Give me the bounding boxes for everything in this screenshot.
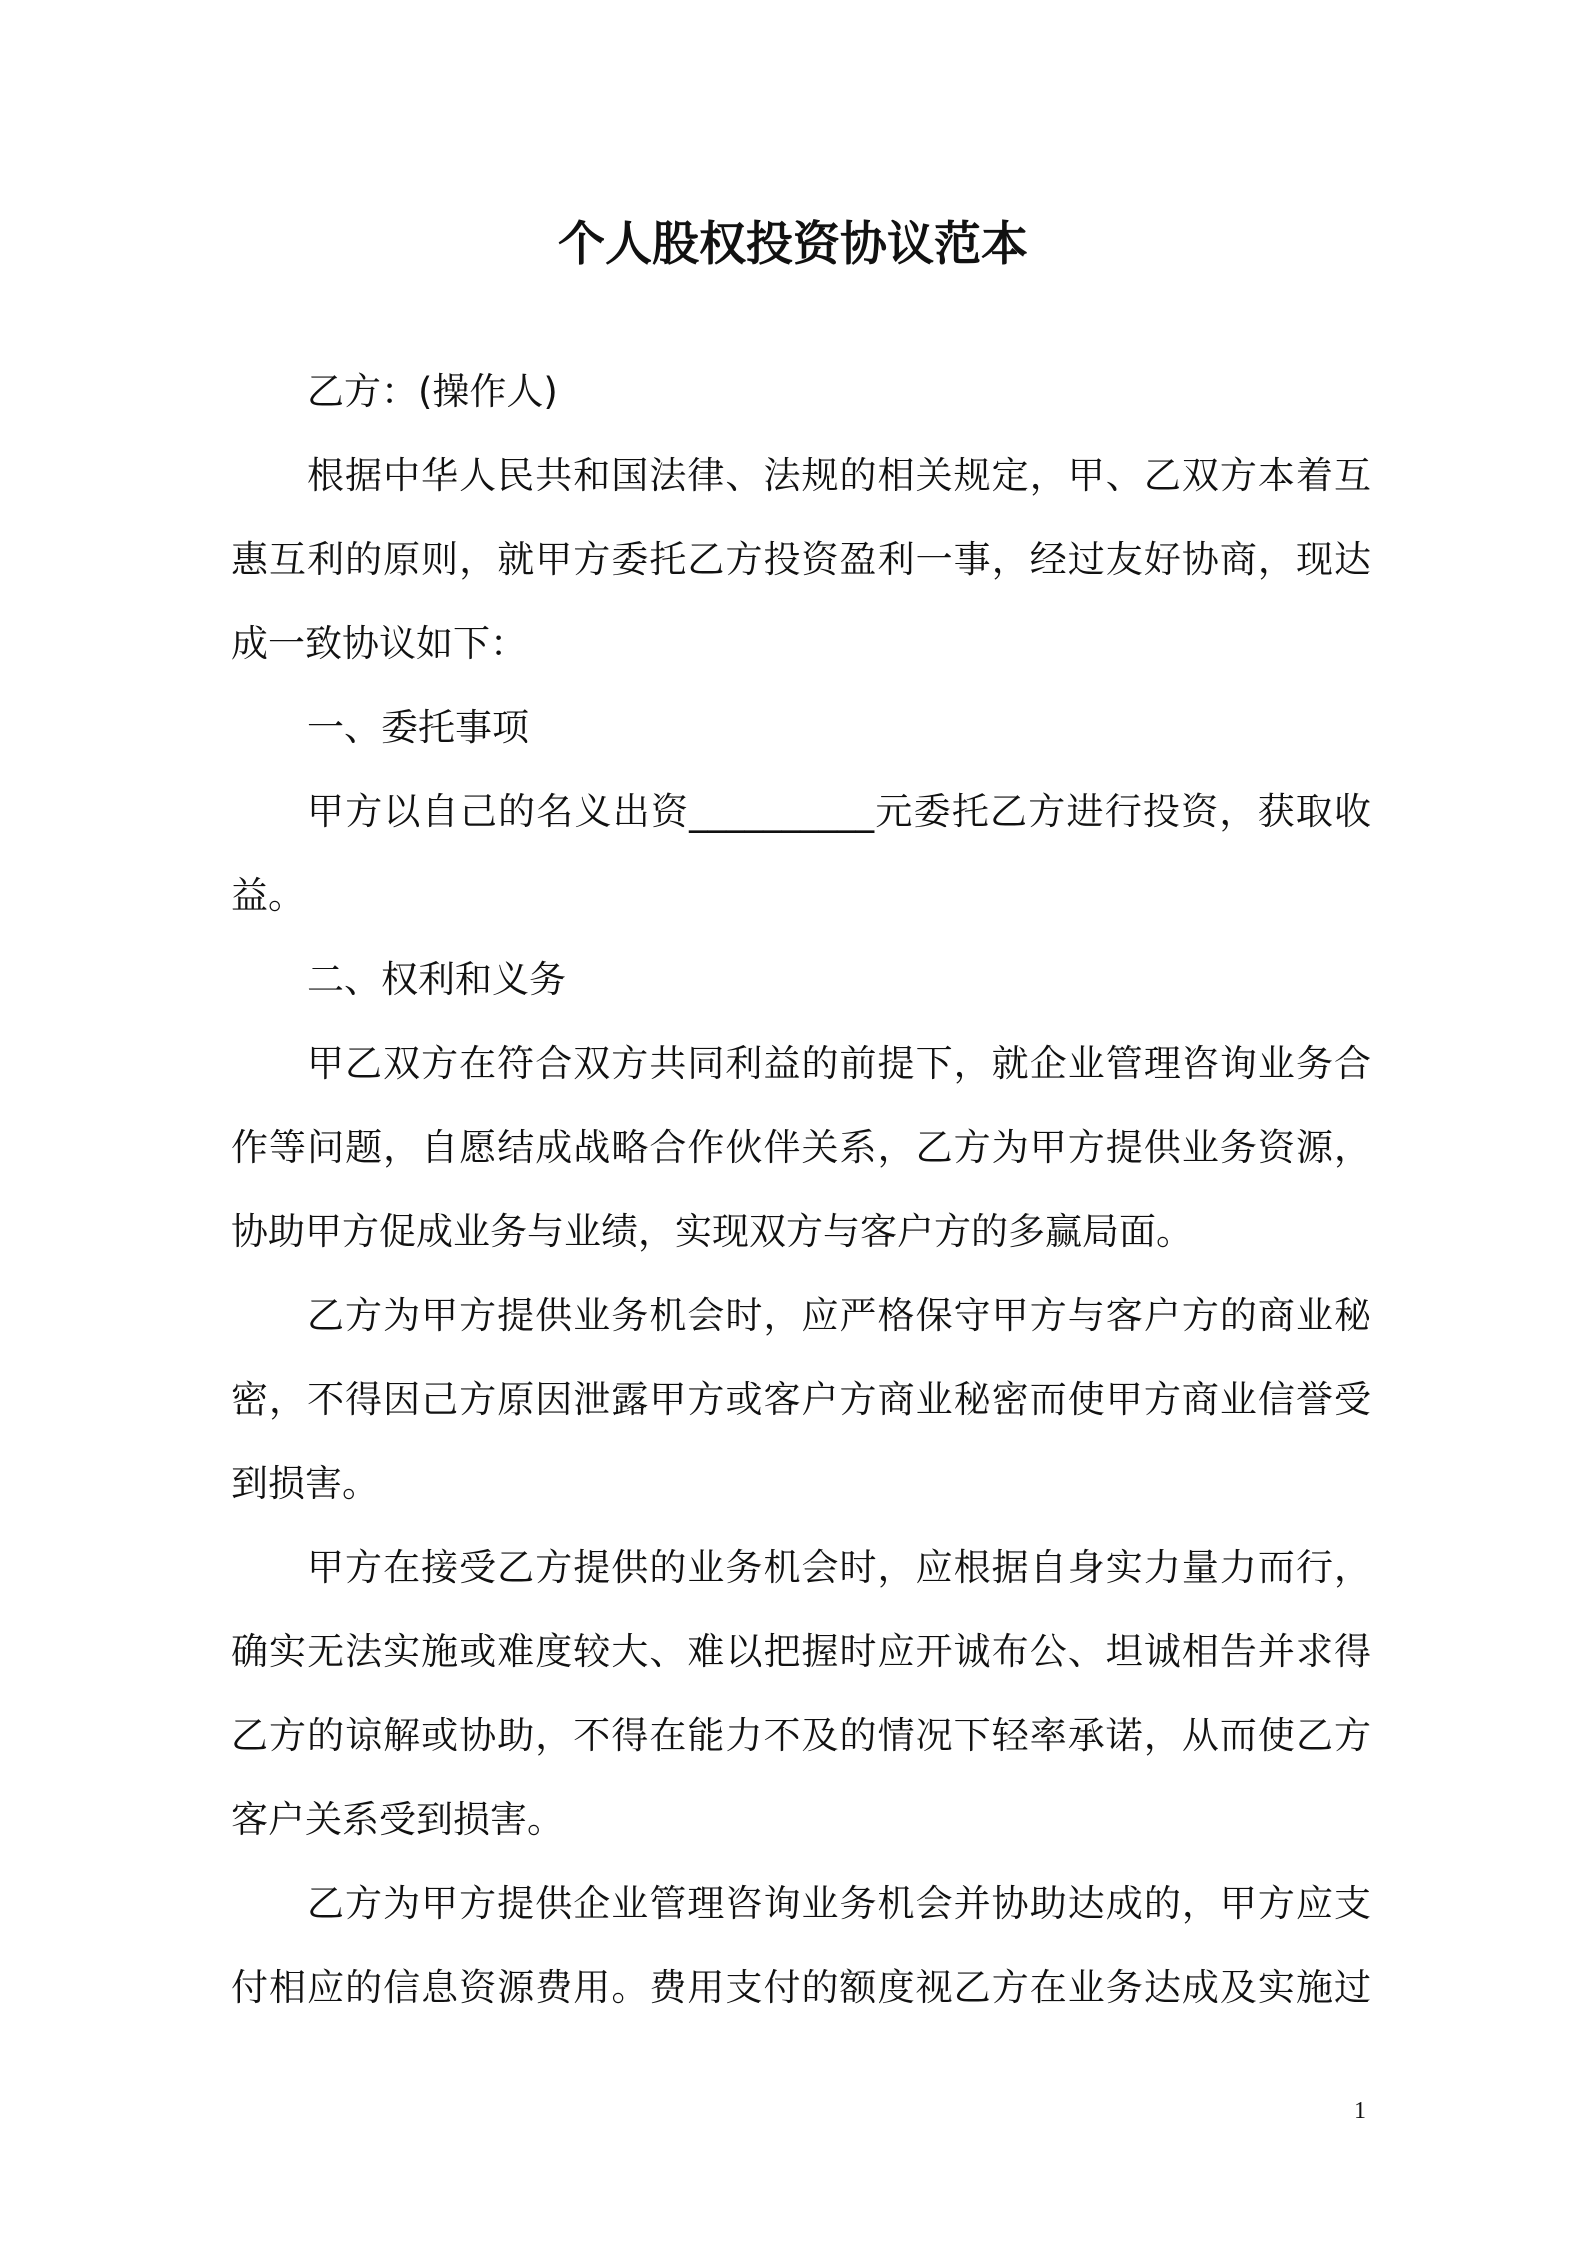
text-line: 确实无法实施或难度较大、难以把握时应开诚布公、坦诚相告并求得 [231,1630,1371,1673]
text-line: 到损害。 [231,1462,379,1505]
text-line: 协助甲方促成业务与业绩，实现双方与客户方的多赢局面。 [231,1210,1193,1253]
text-line: 乙方为甲方提供业务机会时，应严格保守甲方与客户方的商业秘 [307,1294,1371,1337]
text-line: 二、权利和义务 [307,958,566,1001]
text-line: 客户关系受到损害。 [231,1798,564,1841]
page-number: 1 [1354,2098,1366,2124]
text-line: 作等问题，自愿结成战略合作伙伴关系，乙方为甲方提供业务资源， [231,1126,1371,1169]
text-line: 根据中华人民共和国法律、法规的相关规定，甲、乙双方本着互 [307,454,1371,497]
document-body [231,350,1371,2030]
text-line: 惠互利的原则，就甲方委托乙方投资盈利一事，经过友好协商，现达 [231,538,1371,581]
text-line: 乙方：(操作人) [307,370,558,413]
text-line: 甲乙双方在符合双方共同利益的前提下，就企业管理咨询业务合 [307,1042,1371,1085]
text-line: 付相应的信息资源费用。费用支付的额度视乙方在业务达成及实施过 [231,1966,1371,2009]
document-title: 个人股权投资协议范本 [558,217,1028,272]
text-line: 益。 [231,874,305,917]
text-line: 甲方以自己的名义出资__________元委托乙方进行投资，获取收 [307,790,1371,833]
text-line: 乙方为甲方提供企业管理咨询业务机会并协助达成的，甲方应支 [307,1882,1371,1925]
text-line: 成一致协议如下： [231,622,527,665]
text-line: 一、委托事项 [307,706,529,749]
text-line: 密，不得因己方原因泄露甲方或客户方商业秘密而使甲方商业信誉受 [231,1378,1371,1421]
text-line: 乙方的谅解或协助，不得在能力不及的情况下轻率承诺，从而使乙方 [231,1714,1371,1757]
text-line: 甲方在接受乙方提供的业务机会时，应根据自身实力量力而行， [307,1546,1371,1589]
